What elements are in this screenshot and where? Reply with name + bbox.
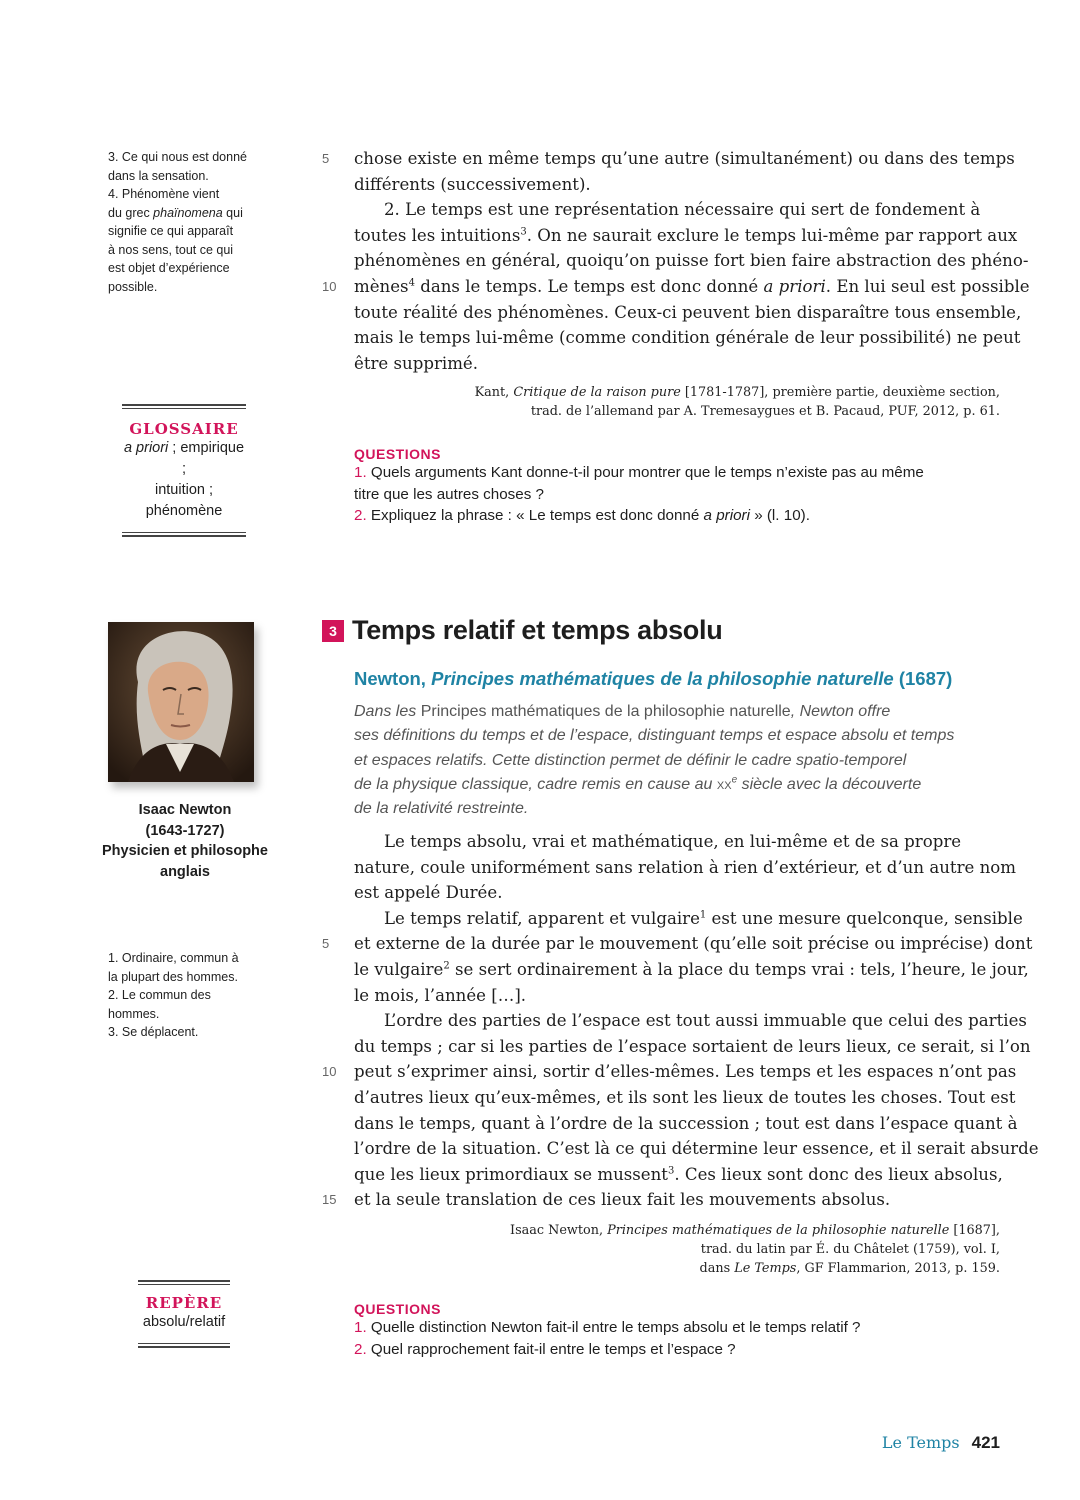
glossary-terms: a priori ; empirique ; intuition ; phénomène — [123, 440, 245, 519]
section-header — [322, 615, 1022, 646]
repere-top-rule — [138, 1280, 230, 1282]
text-line: que les lieux primordiaux se mussent$^3$. Ces lieux sont donc des lieux absolus, — [354, 1164, 1003, 1184]
newton-text — [322, 829, 1039, 1213]
text-line: mais le temps lui-même (comme condition générale de leur possibilité) ne peut — [354, 328, 1021, 348]
questions-heading: QUESTIONS — [354, 446, 441, 462]
portrait-role: Physicien et philosophe anglais — [102, 843, 268, 880]
glossary-top-rule-thin — [122, 408, 246, 409]
text-line: dans le temps, quant à l’ordre de la succession ; tout est dans l’espace quant à — [354, 1113, 1018, 1133]
text-line: le mois, l’année […]. — [354, 985, 527, 1005]
line-number: 10 — [322, 278, 337, 294]
section-intro: Dans les Principes mathématiques de la philosophie naturelle, Newton offre ses définitions du temps et de l’espace, distinguant temps et espace absolu et temps et espaces relatifs. Cette distinction permet de définir le cadre spatio-temporel de la physique classique, cadre remis en cause au $xx^e$ siècle avec la découverte de la relativité restreinte. — [354, 703, 955, 818]
footnote-4-greek: phaïnomena — [153, 205, 223, 220]
section-title: Temps relatif et temps absolu — [352, 615, 723, 645]
section-subtitle: Newton, Principes mathématiques de la philosophie naturelle (1687) — [354, 668, 953, 689]
question-1: 1. Quels arguments Kant donne-t-il pour montrer que le temps n’existe pas au même — [354, 464, 924, 481]
text-line: 15 et la seule translation de ces lieux fait les mouvements absolus. — [354, 1187, 1004, 1213]
repere-text: absolu/relatif — [142, 1314, 226, 1330]
question-2: 2. Expliquez la phrase : « Le temps est donc donné a priori » (l. 10). — [354, 507, 810, 524]
footnote-4-end: qui signifie ce qui apparaît à nos sens, tout ce qui est objet d’expérience possible. — [108, 205, 243, 294]
chapter-name: Le Temps — [881, 1433, 960, 1452]
text-line: nature, coule uniformément sans relation à rien d’extérieur, et d’un autre nom — [354, 857, 1017, 877]
kant-source: Kant, Critique de la raison pure [1781-1787], première partie, deuxième section, trad. de l’allemand par A. Tremesaygues et B. Pacaud, PUF, 2012, p. 61. — [474, 385, 1000, 419]
portrait-caption — [100, 800, 270, 882]
glossary-bottom-rule-thin — [122, 532, 246, 533]
question-2: 2. Quel rapprochement fait-il entre le temps et l’espace ? — [354, 1340, 736, 1358]
line-number: 10 — [322, 1064, 337, 1080]
question-1-cont: titre que les autres choses ? — [354, 485, 544, 503]
text-line: Le temps absolu, vrai et mathématique, en lui-même et de sa propre — [384, 832, 962, 851]
repere-box — [138, 1280, 230, 1350]
section-number-badge: 3 — [322, 620, 344, 642]
text-line: d’autres lieux qu’eux-mêmes, et ils sont les lieux de toutes les choses. Tout est — [354, 1087, 1016, 1107]
line-number: 15 — [322, 1192, 337, 1208]
text-line: 5 chose existe en même temps qu’une autre (simultanément) ou dans des temps — [354, 146, 1004, 172]
repere-title: REPÈRE — [145, 1294, 223, 1312]
text-line: différents (successivement). — [354, 174, 591, 194]
footnote-3: 3. Ce qui nous est donné dans la sensation. — [108, 150, 247, 183]
text-line: 5 et externe de la durée par le mouvement (qu’elle soit précise ou imprécise) dont — [354, 931, 1004, 957]
questions-heading: QUESTIONS — [354, 1301, 441, 1317]
portrait-dates: (1643-1727) — [145, 822, 225, 839]
page-number: 421 — [971, 1433, 1000, 1452]
question-1: 1. Quelle distinction Newton fait-il entre le temps absolu et le temps relatif ? — [354, 1319, 861, 1336]
text-line: 10 mènes$^4$ dans le temps. Le temps est donc donné a priori. En lui seul est possible — [354, 274, 1004, 300]
text-line: toute réalité des phénomènes. Ceux-ci peuvent bien disparaître tous ensemble, — [354, 302, 1022, 322]
text-line: être supprimé. — [354, 353, 479, 373]
newton-portrait — [108, 622, 254, 782]
text-line: L’ordre des parties de l’espace est tout aussi immuable que celui des parties — [384, 1011, 1027, 1031]
text-line: 2. Le temps est une représentation nécessaire qui sert de fondement à — [384, 200, 981, 220]
page-footer — [820, 1433, 1000, 1453]
text-line: 10 peut s’exprimer ainsi, sortir d’elles-mêmes. Les temps et les espaces n’ont pas — [354, 1059, 1004, 1085]
text-line: le vulgaire$^2$ se sert ordinairement à la place du temps vrai : tels, l’heure, le jour, — [354, 959, 1029, 979]
newton-source: Isaac Newton, Principes mathématiques de la philosophie naturelle [1687], trad. du latin par É. du Châtelet (1759), vol. I, dans Le Temps, GF Flammarion, 2013, p. 159. — [510, 1223, 1000, 1276]
text-line: Le temps relatif, apparent et vulgaire$^1$ est une mesure quelconque, sensible — [384, 908, 1023, 928]
glossary-title: GLOSSAIRE — [129, 420, 239, 438]
glossary-bottom-rule — [122, 535, 246, 537]
repere-bottom-rule-thin — [138, 1343, 230, 1344]
glossary-box — [122, 404, 246, 539]
repere-top-rule-thin — [138, 1284, 230, 1285]
glossary-top-rule — [122, 404, 246, 406]
questions-kant — [354, 446, 1004, 527]
newton-portrait-image — [108, 622, 254, 782]
questions-newton — [354, 1301, 1004, 1360]
footnotes-newton: 1. Ordinaire, commun à la plupart des hommes. 2. Le commun des hommes. 3. Se déplacent. — [108, 951, 239, 1039]
footnote-4-start: 4. Phénomène vient du grec — [108, 187, 220, 220]
kant-text — [322, 146, 1030, 376]
text-line: est appelé Durée. — [354, 883, 503, 903]
text-line: phénomènes en général, quoiqu’on puisse fort bien faire abstraction des phéno- — [354, 251, 1029, 271]
portrait-name: Isaac Newton — [138, 802, 232, 818]
footnotes-top — [108, 148, 268, 296]
text-line: toutes les intuitions$^3$. On ne saurait exclure le temps lui-même par rapport aux — [354, 225, 1018, 245]
line-number: 5 — [322, 151, 330, 166]
text-line: du temps ; car si les parties de l’espace sortaient de leurs lieux, ce serait, si l’on — [354, 1036, 1031, 1056]
repere-bottom-rule — [138, 1346, 230, 1348]
text-line: l’ordre de la situation. C’est là ce qui détermine leur essence, et il serait absurde — [354, 1139, 1039, 1159]
line-number: 5 — [322, 936, 330, 952]
